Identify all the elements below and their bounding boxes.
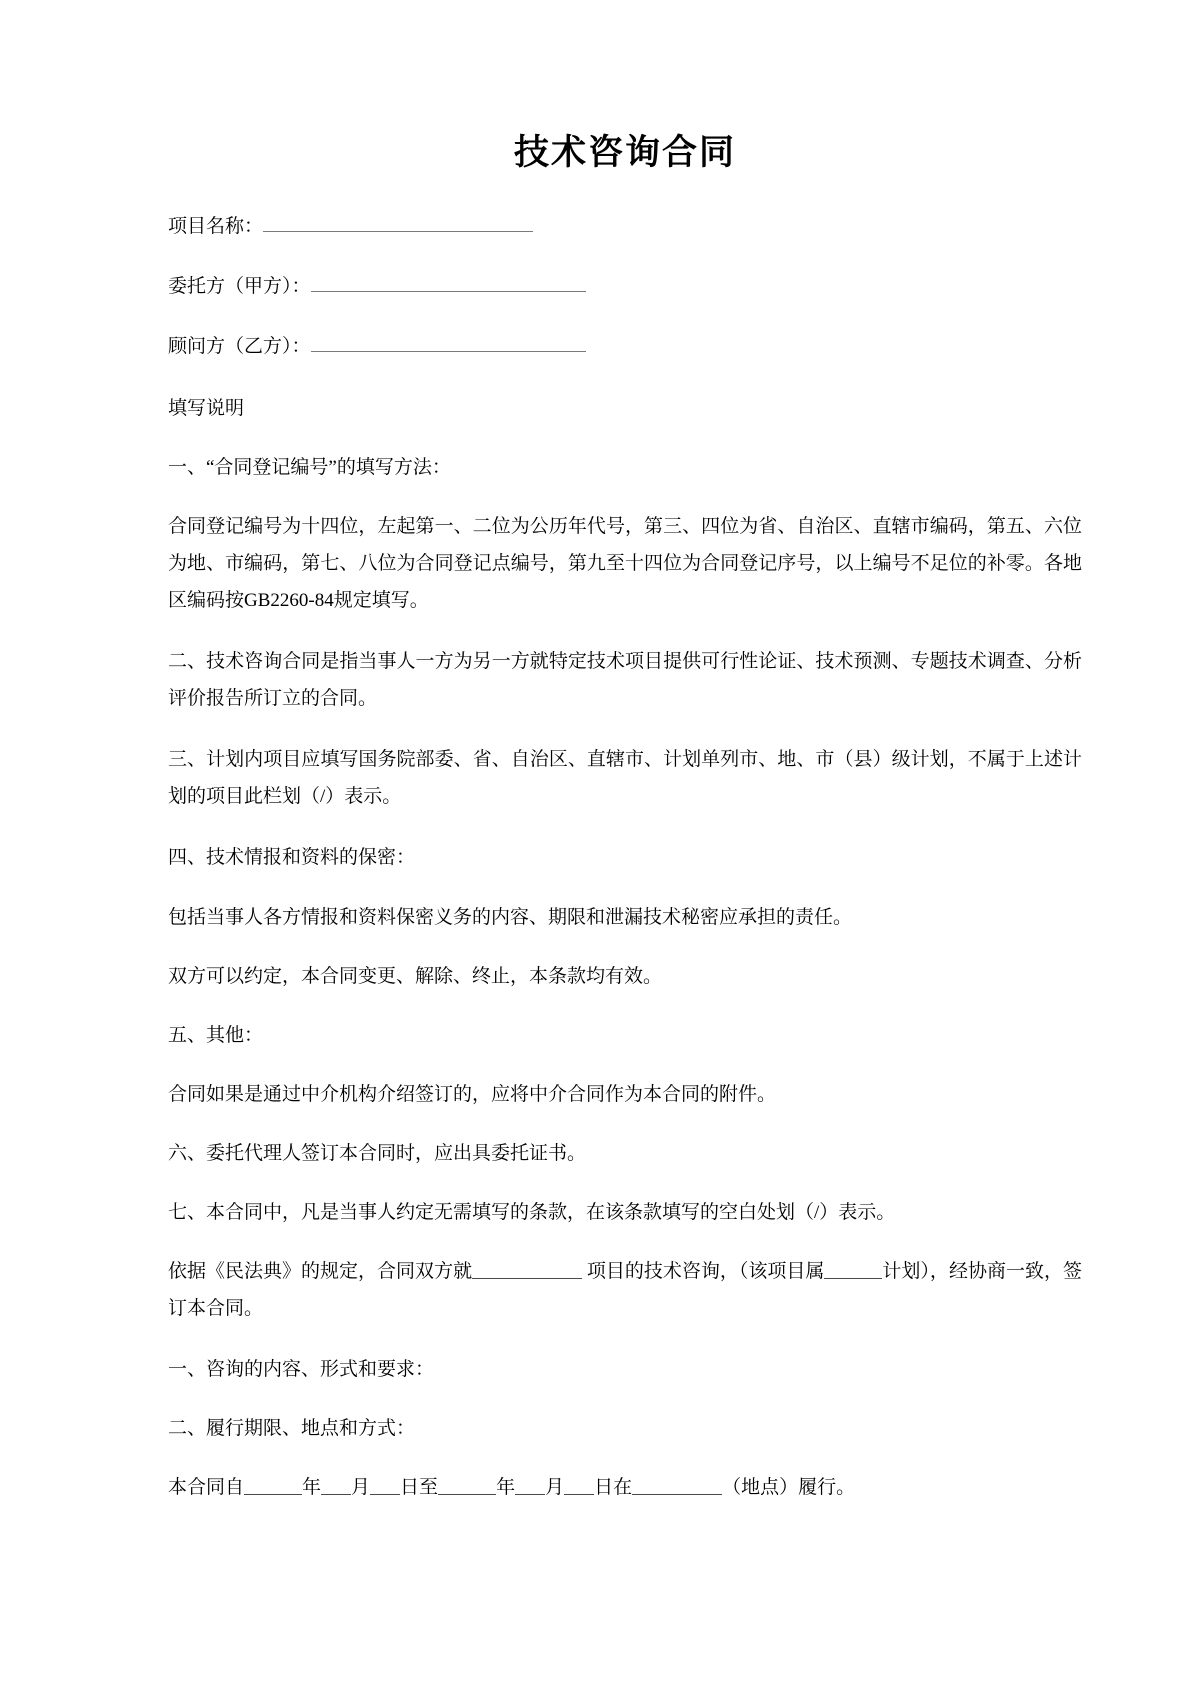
performance-part-2: 年	[302, 1477, 322, 1498]
instruction-item-7: 七、本合同中，凡是当事人约定无需填写的条款，在该条款填写的空白处划（/）表示。	[168, 1201, 896, 1223]
preamble-blank-project[interactable]	[472, 1278, 582, 1279]
performance-part-4: 日至	[400, 1477, 439, 1498]
performance-blank-month-end[interactable]	[515, 1494, 545, 1495]
performance-part-8: （地点）履行。	[722, 1477, 856, 1498]
field-label-party-b: 顾问方（乙方）：	[168, 335, 311, 357]
page-title: 技术咨询合同	[513, 133, 736, 172]
field-label-party-a: 委托方（甲方）：	[168, 275, 311, 297]
performance-blank-location[interactable]	[632, 1494, 722, 1495]
field-input-party-a[interactable]	[311, 272, 586, 292]
instruction-item-1: 一、“合同登记编号”的填写方法：	[168, 457, 451, 479]
performance-part-5: 年	[496, 1477, 516, 1498]
clause-2: 二、履行期限、地点和方式：	[168, 1417, 416, 1439]
performance-line	[168, 1469, 1082, 1506]
instruction-item-4: 四、技术情报和资料的保密：	[168, 847, 416, 869]
preamble-part-2: 项目的技术咨询，（该项目属	[586, 1260, 825, 1282]
instruction-item-6: 六、委托代理人签订本合同时，应出具委托证书。	[168, 1142, 587, 1164]
field-party-b	[168, 330, 1082, 364]
instruction-body-5: 合同如果是通过中介机构介绍签订的，应将中介合同作为本合同的附件。	[168, 1083, 777, 1105]
field-project-name	[168, 210, 1082, 244]
preamble-blank-plan[interactable]	[824, 1278, 882, 1279]
instructions-heading: 填写说明	[168, 398, 245, 420]
performance-part-1: 本合同自	[168, 1477, 245, 1498]
instruction-body-4a: 包括当事人各方情报和资料保密义务的内容、期限和泄漏技术秘密应承担的责任。	[168, 906, 853, 928]
performance-blank-month-start[interactable]	[321, 1494, 351, 1495]
performance-blank-year-end[interactable]	[438, 1494, 496, 1495]
performance-part-6: 月	[545, 1477, 565, 1498]
field-party-a	[168, 270, 1082, 304]
preamble-part-3: 计划），	[882, 1260, 949, 1282]
instruction-item-3: 三、计划内项目应填写国务院部委、省、自治区、直辖市、计划单列市、地、市（县）级计划，不属于上述计划的项目此栏划（/）表示。	[168, 749, 1082, 808]
field-input-party-b[interactable]	[311, 332, 586, 352]
performance-blank-day-end[interactable]	[564, 1494, 594, 1495]
instruction-body-4b: 双方可以约定，本合同变更、解除、终止，本条款均有效。	[168, 965, 663, 987]
field-label-project-name: 项目名称：	[168, 215, 264, 237]
performance-part-3: 月	[351, 1477, 371, 1498]
preamble-part-4: 经协商一致，签订本合同。	[168, 1260, 1082, 1319]
instruction-item-5: 五、其他：	[168, 1024, 264, 1046]
field-input-project-name[interactable]	[263, 212, 533, 232]
performance-blank-year-start[interactable]	[244, 1494, 302, 1495]
instruction-body-1: 合同登记编号为十四位，左起第一、二位为公历年代号，第三、四位为省、自治区、直辖市编码，第五、六位为地、市编码，第七、八位为合同登记点编号，第九至十四位为合同登记序号，以上编号不足位的补零。各地区编码按GB2260-84规定填写。	[168, 516, 1082, 612]
clause-1: 一、咨询的内容、形式和要求：	[168, 1358, 435, 1380]
contract-preamble	[168, 1253, 1082, 1327]
performance-part-7: 日在	[594, 1477, 633, 1498]
performance-blank-day-start[interactable]	[370, 1494, 400, 1495]
instruction-item-2: 二、技术咨询合同是指当事人一方为另一方就特定技术项目提供可行性论证、技术预测、专题技术调查、分析评价报告所订立的合同。	[168, 651, 1082, 710]
preamble-part-1: 依据《民法典》的规定，合同双方就	[168, 1260, 473, 1282]
